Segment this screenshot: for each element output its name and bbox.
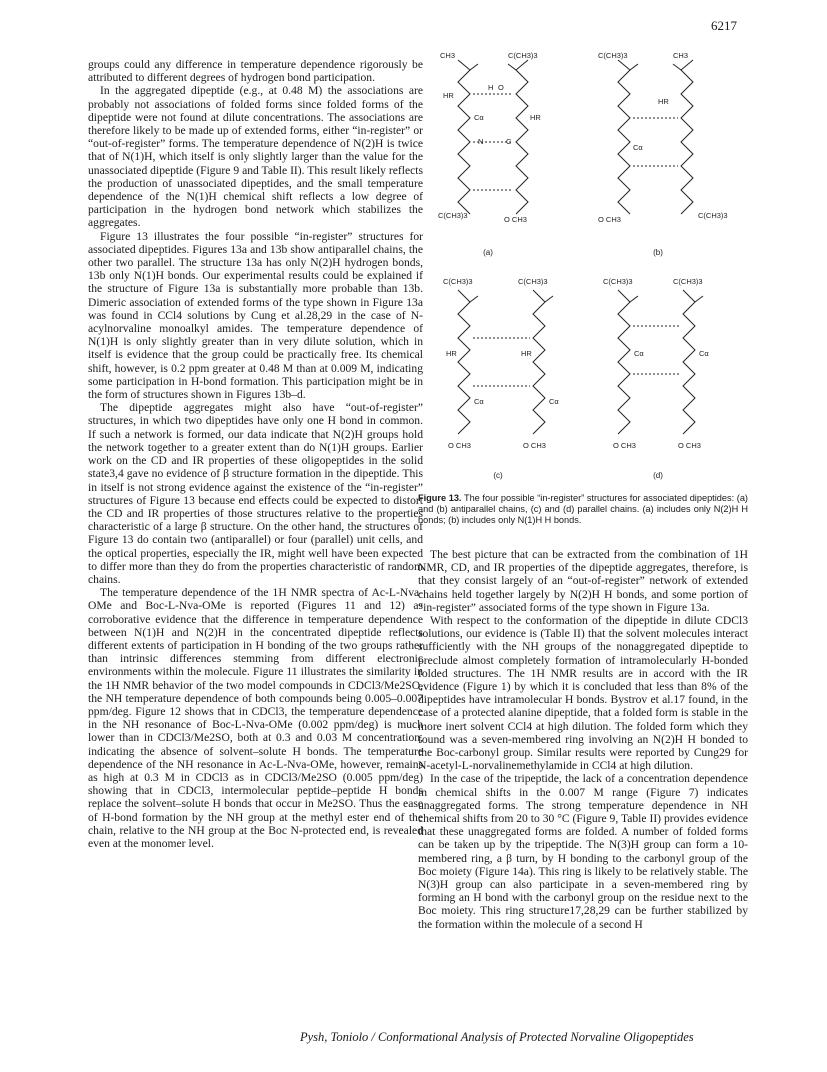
left-column [88,58,423,850]
calpha-label: Cα [633,143,643,152]
running-footer: Pysh, Toniolo / Conformational Analysis of Protected Norvaline Oligopeptides [300,1030,694,1044]
hr-label: HR [530,113,541,122]
o-label: O [498,83,504,92]
paragraph: The best picture that can be extracted from the combination of 1H NMR, CD, and IR properties of the dipeptide aggregates, therefore, is that they consist largely of an “out-of-register” network of extended chains held together largely by N(2)H H bonds, and some portion of “in-register” associated forms of the type shown in Figure 13a. [418,548,748,614]
calpha-label: Cα [699,349,709,358]
ch3-label: CH3 [440,51,456,60]
figure-13 [418,40,748,495]
calpha-label: Cα [474,397,484,406]
panel-a-label: (a) [483,248,493,257]
panel-c-label: (c) [493,471,503,480]
paragraph: groups could any difference in temperature dependence rigorously be attributed to different degrees of hydrogen bond participation. [88,58,423,85]
panel-d-label: (d) [653,471,663,480]
och3-label: O CH3 [678,441,701,450]
och3-label: O CH3 [613,441,636,450]
paragraph: In the case of the tripeptide, the lack of a concentration dependence in chemical shifts in the 0.007 M range (Figure 7) indicates unaggregated forms. The strong temperature dependence in NH chemical shifts from 20 to 30 °C (Figure 9, Table II) provides evidence that these unaggregated forms are folded. A number of folded forms can be taken up by the tripeptide. The N(3)H group can form a 10-membered ring, a β turn, by H bonding to the carbonyl group of the Boc moiety (Figure 14a). This ring is likely to be relatively stable. The N(3)H group can also participate in a seven-membered ring by forming an H bond with the carbonyl group on the residue next to the Boc moiety. This ring structure17,28,29 can be further stabilized by the formation within the molecule of a second H [418,772,748,931]
tbutyl-label: C(CH3)3 [698,211,728,220]
hr-label: HR [446,349,457,358]
tbutyl-label: C(CH3)3 [603,277,633,286]
hr-label: HR [521,349,532,358]
calpha-label: Cα [634,349,644,358]
tbutyl-label: C(CH3)3 [518,277,548,286]
caption-lead: Figure 13. [418,493,462,503]
och3-label: O CH3 [504,215,527,224]
tbutyl-label: C(CH3)3 [443,277,473,286]
caption-text: The four possible “in-register” structures for associated dipeptides: (a) and (b) antiparallel chains, (c) and (d) parallel chains. (a) includes only N(2)H H bonds; (b) includes only N(1)H H bonds. [418,493,748,525]
tbutyl-label: C(CH3)3 [673,277,703,286]
c-label: C [506,137,512,146]
ch3-label: CH3 [673,51,689,60]
paragraph: Figure 13 illustrates the four possible “in-register” structures for associated dipeptides. Figures 13a and 13b show antiparallel chains, the other two parallel. The structure 13a has only N(2)H hydrogen bonds, 13b only N(1)H bonds. Our experimental results could be explained if the structure of Figure 13a is substantially more probable than 13b. Dimeric association of extended forms of the type shown in Figure 13a was found in CCl4 solutions by Cung et al.28,29 in the case of N-acylnorvaline monoalkyl amides. The temperature dependence of N(1)H is only slightly greater than in very dilute solution, which in itself is evidence that the group could be practically free. Its chemical shift, however, is 0.2 ppm greater at 0.48 M than at 0.009 M, indicating some participation in H-bond formation. This participation might be in the form of structures shown in Figures 13b–d. [88,229,423,402]
page-number: 6217 [711,18,737,33]
n-label: N [478,137,484,146]
och3-label: O CH3 [598,215,621,224]
right-column [418,548,748,931]
paragraph: The temperature dependence of the 1H NMR spectra of Ac-L-Nva-OMe and Boc-L-Nva-OMe is reported (Figures 11 and 12) as corroborative evidence that the difference in temperature dependence between N(1)H and N(2)H in the concentrated dipeptide reflects different extents of participation in H bonding of the two groups rather than intrinsic differences stemming from different electronic environments within the molecule. Figure 11 illustrates the similarity in the 1H NMR behavior of the two model compounds in CDCl3/Me2SO, the NH temperature dependence of both compounds being 0.005–0.007 ppm/deg. Figure 12 shows that in CDCl3, the temperature dependence in the NH resonance of Boc-L-Nva-OMe (0.002 ppm/deg) is much lower than in CDCl3/Me2SO, both at 0.3 and 0.03 M concentration, indicating the absence of solvent–solute H bonds. The temperature dependence of the NH resonance in Ac-L-Nva-OMe, however, remains as high at 0.3 M in CDCl3 as in CDCl3/Me2SO (0.005 ppm/deg) showing that in CDCl3, intermolecular peptide–peptide H bonds replace the solvent–solute H bonds that occur in Me2SO. Thus the ease of H-bond formation by the NH group at the methyl ester end of the chain, relative to the NH group at the Boc N-protected end, is revealed even at the monomer level. [88,586,423,850]
calpha-label: Cα [474,113,484,122]
hr-label: HR [658,97,669,106]
figure-caption [418,493,748,526]
calpha-label: Cα [549,397,559,406]
och3-label: O CH3 [448,441,471,450]
tbutyl-label: C(CH3)3 [508,51,538,60]
panel-b-label: (b) [653,248,663,257]
hr-label: HR [443,91,454,100]
tbutyl-label: C(CH3)3 [598,51,628,60]
structure-drawing [458,60,703,434]
tbutyl-label: C(CH3)3 [438,211,468,220]
paragraph: The dipeptide aggregates might also have “out-of-register” structures, in which two dipeptides have only one H bond in common. If such a network is formed, our data indicate that N(2)H groups hold the network together to a greater extent than do N(1)H groups. Earlier work on the CD and IR properties of these oligopeptides in the solid state3,4 gave no evidence of β structure formation in the dipeptide. This in itself is not strong evidence against the existence of the “in-register” structures of Figure 13 because end effects could be expected to distort the CD and IR properties of those structures relative to the properties characteristic of a large β structure. On the other hand, the structures of Figure 13 do contain two (antiparallel) or four (parallel) unit cells, and the optical properties, especially the IR, might well have been expected to differ more than they do from the properties characteristic of random chains. [88,401,423,586]
paragraph: With respect to the conformation of the dipeptide in dilute CDCl3 solutions, our evidence is (Table II) that the solvent molecules interact sufficiently with the NH groups of the nonaggregated dipeptide to preclude almost completely formation of intramolecularly H-bonded folded structures. The 1H NMR results are in accord with the IR evidence (Figure 1) by which it is concluded that less than 8% of the dipeptides have intramolecular H bonds. Bystrov et al.17 found, in the case of a protected alanine dipeptide, that a folded form is stable in the more inert solvent CCl4 at high dilution. The folded form which they found was a seven-membered ring involving an N(2)H H bonded to the Boc-carbonyl group. Similar results were reported by Cung29 for N-acetyl-L-norvalinemethylamide in CCl4 at high dilution. [418,614,748,773]
och3-label: O CH3 [523,441,546,450]
h-label: H [488,83,494,92]
paragraph: In the aggregated dipeptide (e.g., at 0.48 M) the associations are probably not associations of folded forms since folded forms of the dipeptide were not found at dilute concentrations. The associations are therefore likely to be made up of extended forms, either “in-register” or “out-of-register” forms. The temperature dependence of N(2)H is twice that of N(1)H, which itself is only slightly larger than the value for the unassociated dipeptide (Figure 9 and Table II). This result likely reflects the production of unassociated dipeptides, and the small temperature dependence of the N(1)H chemical shift reflects a low degree of participation in the hydrogen bond network which stabilizes the aggregates. [88,84,423,230]
